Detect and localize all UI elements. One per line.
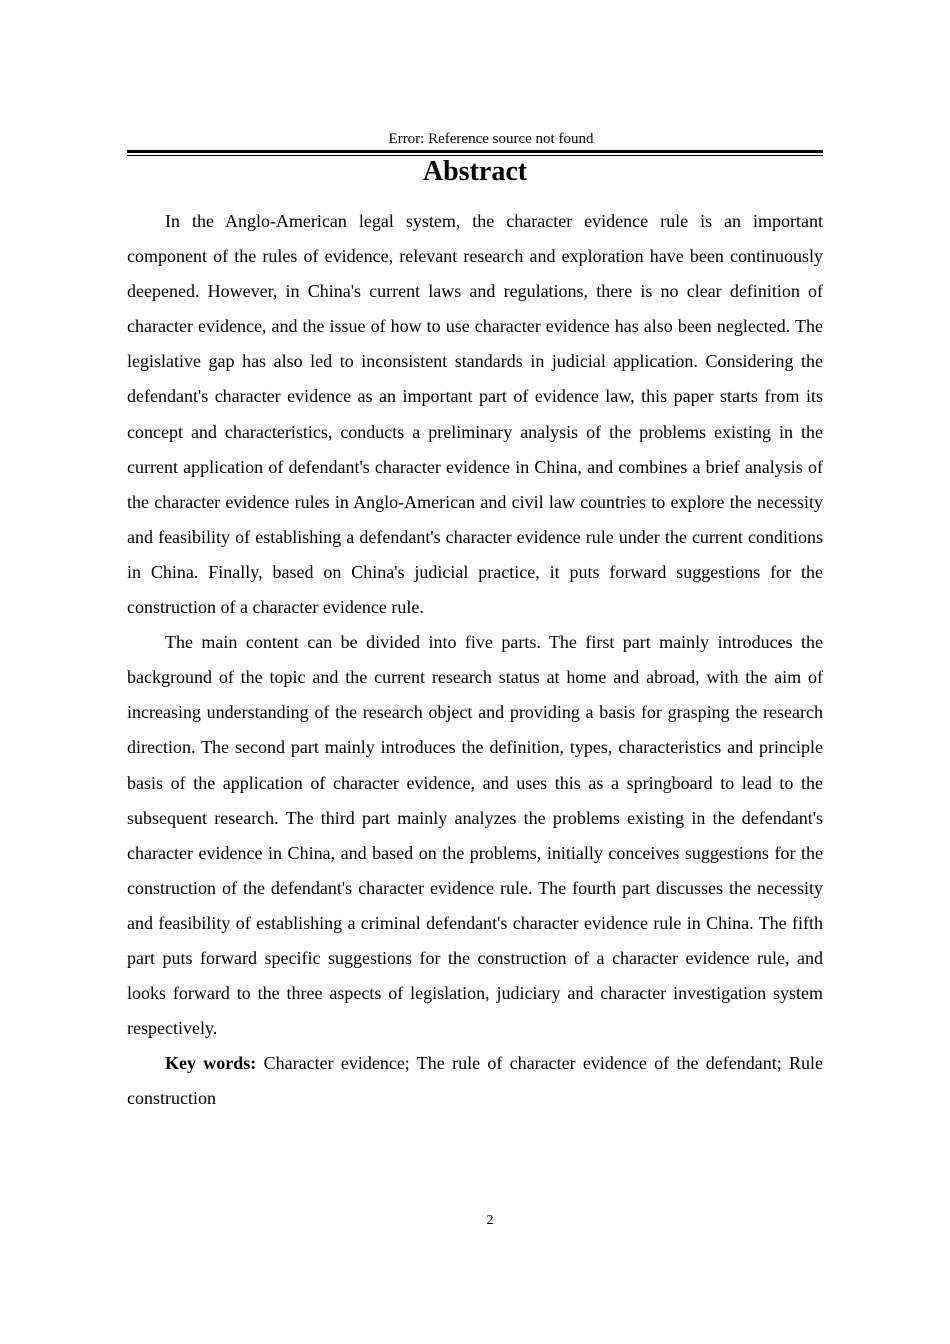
keywords-paragraph xyxy=(127,1046,823,1116)
abstract-body xyxy=(127,204,823,1116)
keywords-text: Character evidence; The rule of character evidence of the defendant; Rule construction xyxy=(127,1053,823,1109)
header-rule-thick xyxy=(127,150,823,153)
keywords-label: Key words: xyxy=(165,1053,257,1074)
page-title: Abstract xyxy=(422,156,528,187)
running-header: Error: Reference source not found xyxy=(388,131,594,147)
abstract-paragraph-1: In the Anglo-American legal system, the character evidence rule is an important component of the rules of evidence, relevant research and exploration have been continuously deepened. However, in China's current laws and regulations, there is no clear definition of character evidence, and the issue of how to use character evidence has also been neglected. The legislative gap has also led to inconsistent standards in judicial application. Considering the defendant's character evidence as an important part of evidence law, this paper starts from its concept and characteristics, conducts a preliminary analysis of the problems existing in the current application of defendant's character evidence in China, and combines a brief analysis of the character evidence rules in Anglo-American and civil law countries to explore the necessity and feasibility of establishing a defendant's character evidence rule under the current conditions in China. Finally, based on China's judicial practice, it puts forward suggestions for the construction of a character evidence rule. xyxy=(127,211,823,618)
page-number: 2 xyxy=(486,1213,494,1228)
abstract-paragraph-2: The main content can be divided into five parts. The first part mainly introduces the background of the topic and the current research status at home and abroad, with the aim of increasing understanding of the research object and providing a basis for grasping the research direction. The second part mainly introduces the definition, types, characteristics and principle basis of the application of character evidence, and uses this as a springboard to lead to the subsequent research. The third part mainly analyzes the problems existing in the defendant's character evidence in China, and based on the problems, initially conceives suggestions for the construction of the defendant's character evidence rule. The fourth part discusses the necessity and feasibility of establishing a criminal defendant's character evidence rule in China. The fifth part puts forward specific suggestions for the construction of a character evidence rule, and looks forward to the three aspects of legislation, judiciary and character investigation system respectively. xyxy=(127,632,823,1039)
